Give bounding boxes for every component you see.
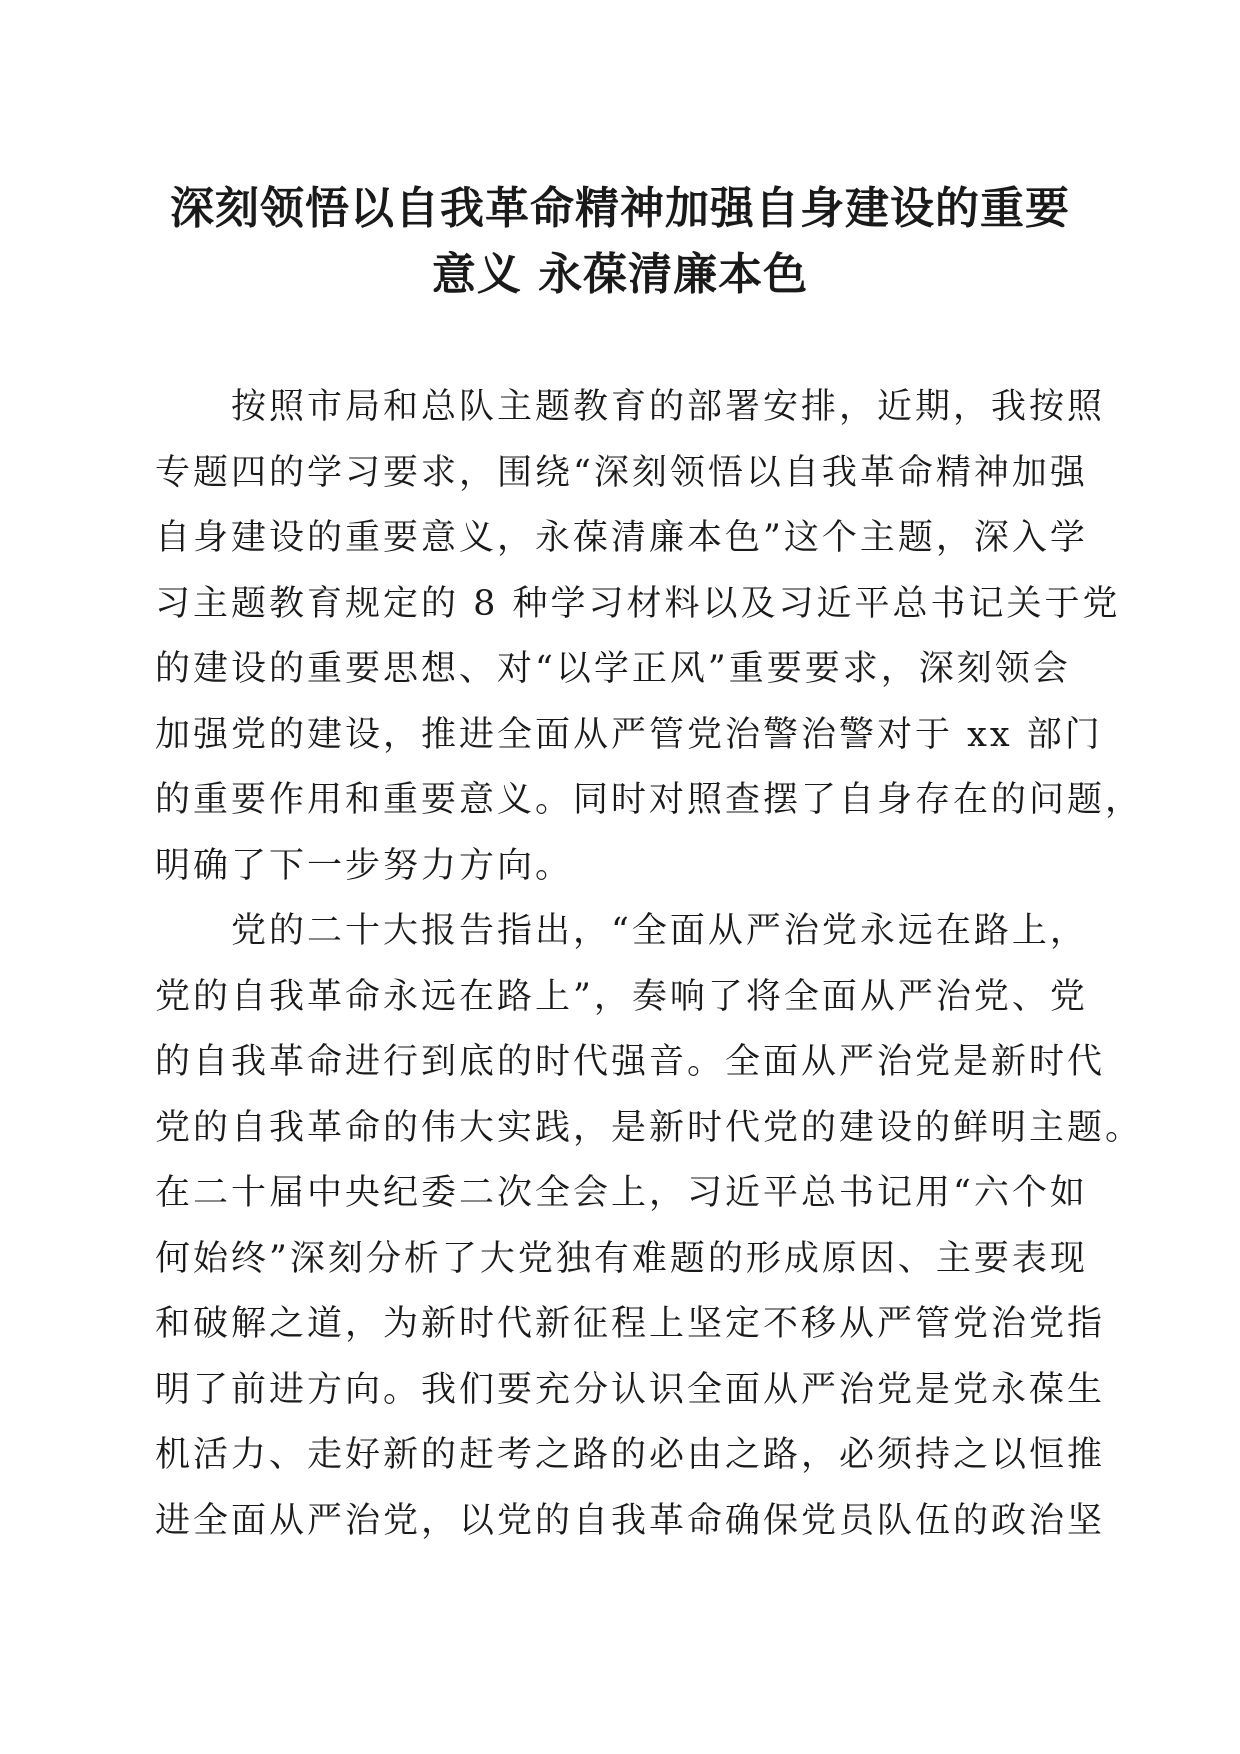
paragraph-line: 习主题教育规定的 8 种学习材料以及习近平总书记关于党 <box>155 583 1121 624</box>
paragraph-1 <box>155 375 1144 899</box>
title-line-1: 深刻领悟以自我革命精神加强自身建设的重要 <box>170 183 1070 234</box>
paragraph-line: 明了前进方向。我们要充分认识全面从严治党是党永葆生 <box>155 1369 1106 1410</box>
paragraph-line: 自身建设的重要意义，永葆清廉本色”这个主题，深入学 <box>155 518 1088 558</box>
document-body <box>155 375 1144 1554</box>
paragraph-line: 和破解之道，为新时代新征程上坚定不移从严管党治党指 <box>155 1304 1106 1344</box>
paragraph-line: 何始终”深刻分析了大党独有难题的形成原因、主要表现 <box>155 1238 1088 1279</box>
paragraph-line: 的自我革命进行到底的时代强音。全面从严治党是新时代 <box>155 1042 1106 1082</box>
paragraph-line: 加强党的建设，推进全面从严管党治警治警对于 xx 部门 <box>155 714 1103 755</box>
paragraph-line: 的重要作用和重要意义。同时对照查摆了自身存在的问题， <box>155 780 1144 820</box>
paragraph-line: 党的自我革命的伟大实践，是新时代党的建设的鲜明主题。 <box>155 1107 1144 1148</box>
document-title <box>150 176 1090 308</box>
paragraph-line: 在二十届中央纪委二次全会上，习近平总书记用“六个如 <box>155 1173 1088 1213</box>
paragraph-line: 按照市局和总队主题教育的部署安排，近期，我按照 <box>231 387 1106 427</box>
paragraph-line: 党的自我革命永远在路上”，奏响了将全面从严治党、党 <box>155 976 1088 1017</box>
paragraph-line: 进全面从严治党，以党的自我革命确保党员队伍的政治坚 <box>155 1500 1106 1541</box>
paragraph-line: 机活力、走好新的赶考之路的必由之路，必须持之以恒推 <box>155 1435 1106 1475</box>
paragraph-line: 专题四的学习要求，围绕“深刻领悟以自我革命精神加强 <box>155 452 1088 493</box>
paragraph-line: 党的二十大报告指出，“全面从严治党永远在路上， <box>231 911 1088 951</box>
title-line-2: 意义 永葆清廉本色 <box>431 249 809 300</box>
paragraph-2 <box>155 899 1144 1554</box>
paragraph-line: 的建设的重要思想、对“以学正风”重要要求，深刻领会 <box>155 649 1071 689</box>
paragraph-line: 明确了下一步努力方向。 <box>155 845 574 886</box>
